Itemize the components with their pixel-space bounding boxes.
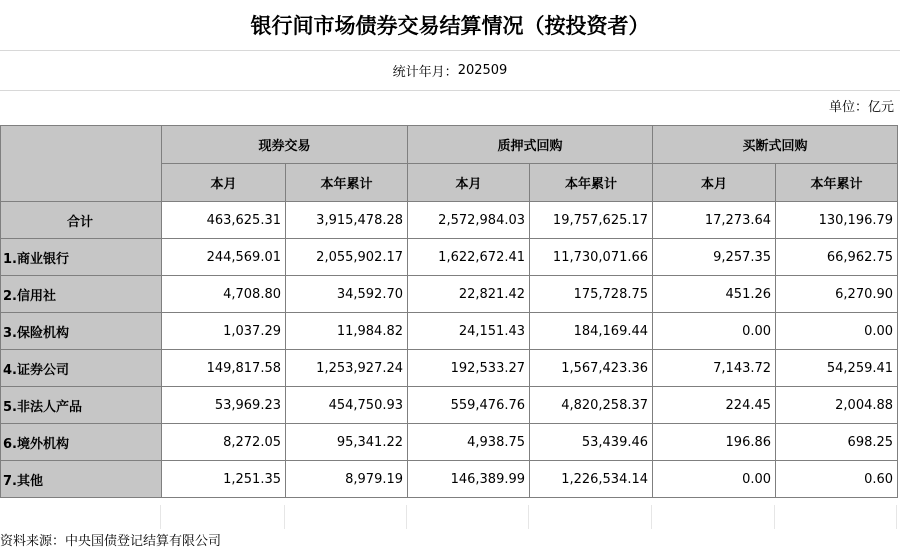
table-cell: 19,757,625.17 [530,202,653,239]
group-header-pledged-repo: 质押式回购 [408,126,653,164]
row-label: 6.境外机构 [1,424,162,461]
corner-header [1,126,162,202]
table-cell: 0.00 [653,313,776,350]
source-note: 资料来源：中央国债登记结算有限公司 [0,534,222,549]
table-row [1,239,898,276]
row-label: 合计 [1,202,162,239]
table-cell: 454,750.93 [286,387,408,424]
table-cell: 0.60 [776,461,898,498]
subheader-ytd: 本年累计 [776,164,898,202]
table-cell: 95,341.22 [286,424,408,461]
table-cell: 2,055,902.17 [286,239,408,276]
table-row [1,387,898,424]
table-cell: 175,728.75 [530,276,653,313]
period-line [0,50,900,91]
group-header-spot: 现券交易 [162,126,408,164]
subheader-month: 本月 [408,164,530,202]
table-cell: 53,439.46 [530,424,653,461]
table-cell: 9,257.35 [653,239,776,276]
table-row [1,202,898,239]
table-cell: 54,259.41 [776,350,898,387]
subheader-ytd: 本年累计 [530,164,653,202]
table-cell: 1,253,927.24 [286,350,408,387]
table-cell: 3,915,478.28 [286,202,408,239]
row-label: 7.其他 [1,461,162,498]
unit-label: 单位：亿元 [828,100,894,115]
table-cell: 1,251.35 [162,461,286,498]
table-row [1,313,898,350]
table-row [1,424,898,461]
table-cell: 6,270.90 [776,276,898,313]
row-label: 2.信用社 [1,276,162,313]
table-cell: 22,821.42 [408,276,530,313]
table-cell: 66,962.75 [776,239,898,276]
settlement-table [0,125,898,498]
table-cell: 0.00 [653,461,776,498]
table-cell: 244,569.01 [162,239,286,276]
table-cell: 146,389.99 [408,461,530,498]
table-cell: 1,567,423.36 [530,350,653,387]
table-cell: 1,037.29 [162,313,286,350]
page-title: 银行间市场债券交易结算情况（按投资者） [0,0,900,51]
table-cell: 11,984.82 [286,313,408,350]
table-row [1,350,898,387]
table-cell: 698.25 [776,424,898,461]
table-cell: 149,817.58 [162,350,286,387]
period-label: 统计年月： [392,64,458,80]
period-value: 202509 [457,62,508,78]
table-cell: 130,196.79 [776,202,898,239]
table-cell: 8,272.05 [162,424,286,461]
table-cell: 4,820,258.37 [530,387,653,424]
table-row [1,276,898,313]
table-cell: 1,622,672.41 [408,239,530,276]
table-cell: 11,730,071.66 [530,239,653,276]
table-cell: 192,533.27 [408,350,530,387]
row-label: 3.保险机构 [1,313,162,350]
table-cell: 463,625.31 [162,202,286,239]
table-cell: 224.45 [653,387,776,424]
blank-row [0,505,897,529]
table-cell: 1,226,534.14 [530,461,653,498]
table-cell: 4,708.80 [162,276,286,313]
table-cell: 451.26 [653,276,776,313]
table-cell: 2,004.88 [776,387,898,424]
row-label: 1.商业银行 [1,239,162,276]
table-cell: 8,979.19 [286,461,408,498]
subheader-ytd: 本年累计 [286,164,408,202]
table-cell: 559,476.76 [408,387,530,424]
table-cell: 4,938.75 [408,424,530,461]
table-cell: 34,592.70 [286,276,408,313]
subheader-month: 本月 [162,164,286,202]
table-cell: 196.86 [653,424,776,461]
table-cell: 17,273.64 [653,202,776,239]
group-header-outright-repo: 买断式回购 [653,126,898,164]
table-body [1,202,898,498]
table-cell: 24,151.43 [408,313,530,350]
row-label: 5.非法人产品 [1,387,162,424]
table-row [1,461,898,498]
row-label: 4.证券公司 [1,350,162,387]
subheader-month: 本月 [653,164,776,202]
table-cell: 0.00 [776,313,898,350]
table-cell: 2,572,984.03 [408,202,530,239]
table-cell: 184,169.44 [530,313,653,350]
table-cell: 53,969.23 [162,387,286,424]
table-cell: 7,143.72 [653,350,776,387]
